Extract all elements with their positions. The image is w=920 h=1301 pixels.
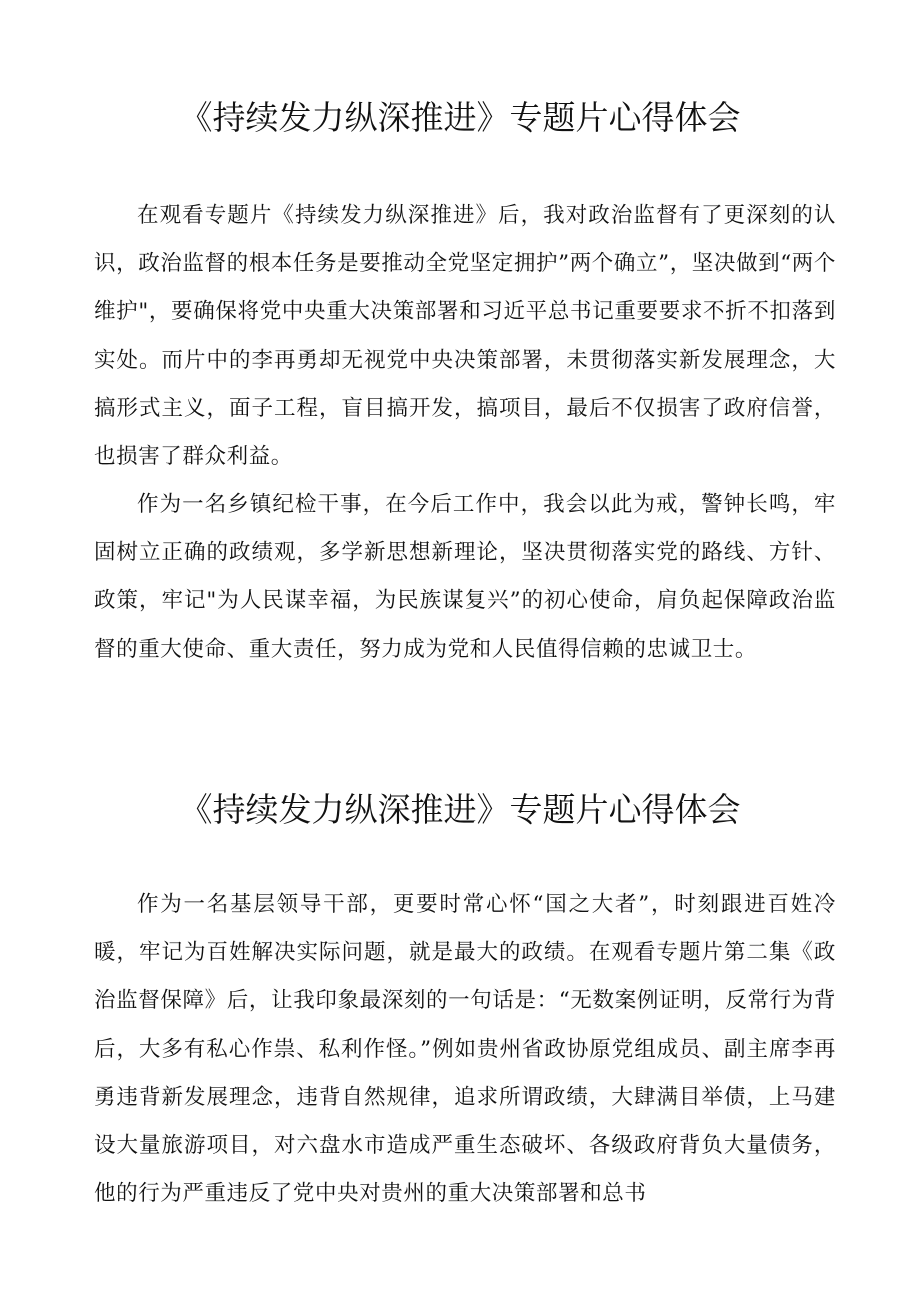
section-1-title: 《持续发力纵深推进》专题片心得体会 bbox=[179, 98, 741, 137]
section-1-paragraph-1: 在观看专题片《持续发力纵深推进》后，我对政治监督有了更深刻的认识，政治监督的根本任务是要推动全党坚定拥护”两个确立”，坚决做到“两个维护"，要确保将党中央重大决策部署和习近平总书记重要要求不折不扣落到实处。而片中的李再勇却无视党中央决策部署，未贯彻落实新发展理念，大搞形式主义，面子工程，盲目搞开发，搞项目，最后不仅损害了政府信誉，也损害了群众利益。 bbox=[94, 203, 836, 470]
section-2-title: 《持续发力纵深推进》专题片心得体会 bbox=[179, 790, 741, 829]
section-2-paragraph-1: 作为一名基层领导干部，更要时常心怀“国之大者”，时刻跟进百姓冷暖，牢记为百姓解决实际问题，就是最大的政绩。在观看专题片第二集《政治监督保障》后，让我印象最深刻的一句话是：“无数案例证明，反常行为背后，大多有私心作祟、私利作怪。”例如贵州省政协原党组成员、副主席李再勇违背新发展理念，违背自然规律，追求所谓政绩，大肆满目举债，上马建设大量旅游项目，对六盘水市造成严重生态破坏、各级政府背负大量债务，他的行为严重违反了党中央对贵州的重大决策部署和总书 bbox=[94, 892, 836, 1207]
section-1-paragraph-2: 作为一名乡镇纪检干事，在今后工作中，我会以此为戒，警钟长鸣，牢固树立正确的政绩观，多学新思想新理论，坚决贯彻落实党的路线、方针、政策，牢记"为人民谋幸福，为民族谋复兴”的初心使命，肩负起保障政治监督的重大使命、重大责任，努力成为党和人民值得信赖的忠诚卫士。 bbox=[94, 492, 836, 662]
